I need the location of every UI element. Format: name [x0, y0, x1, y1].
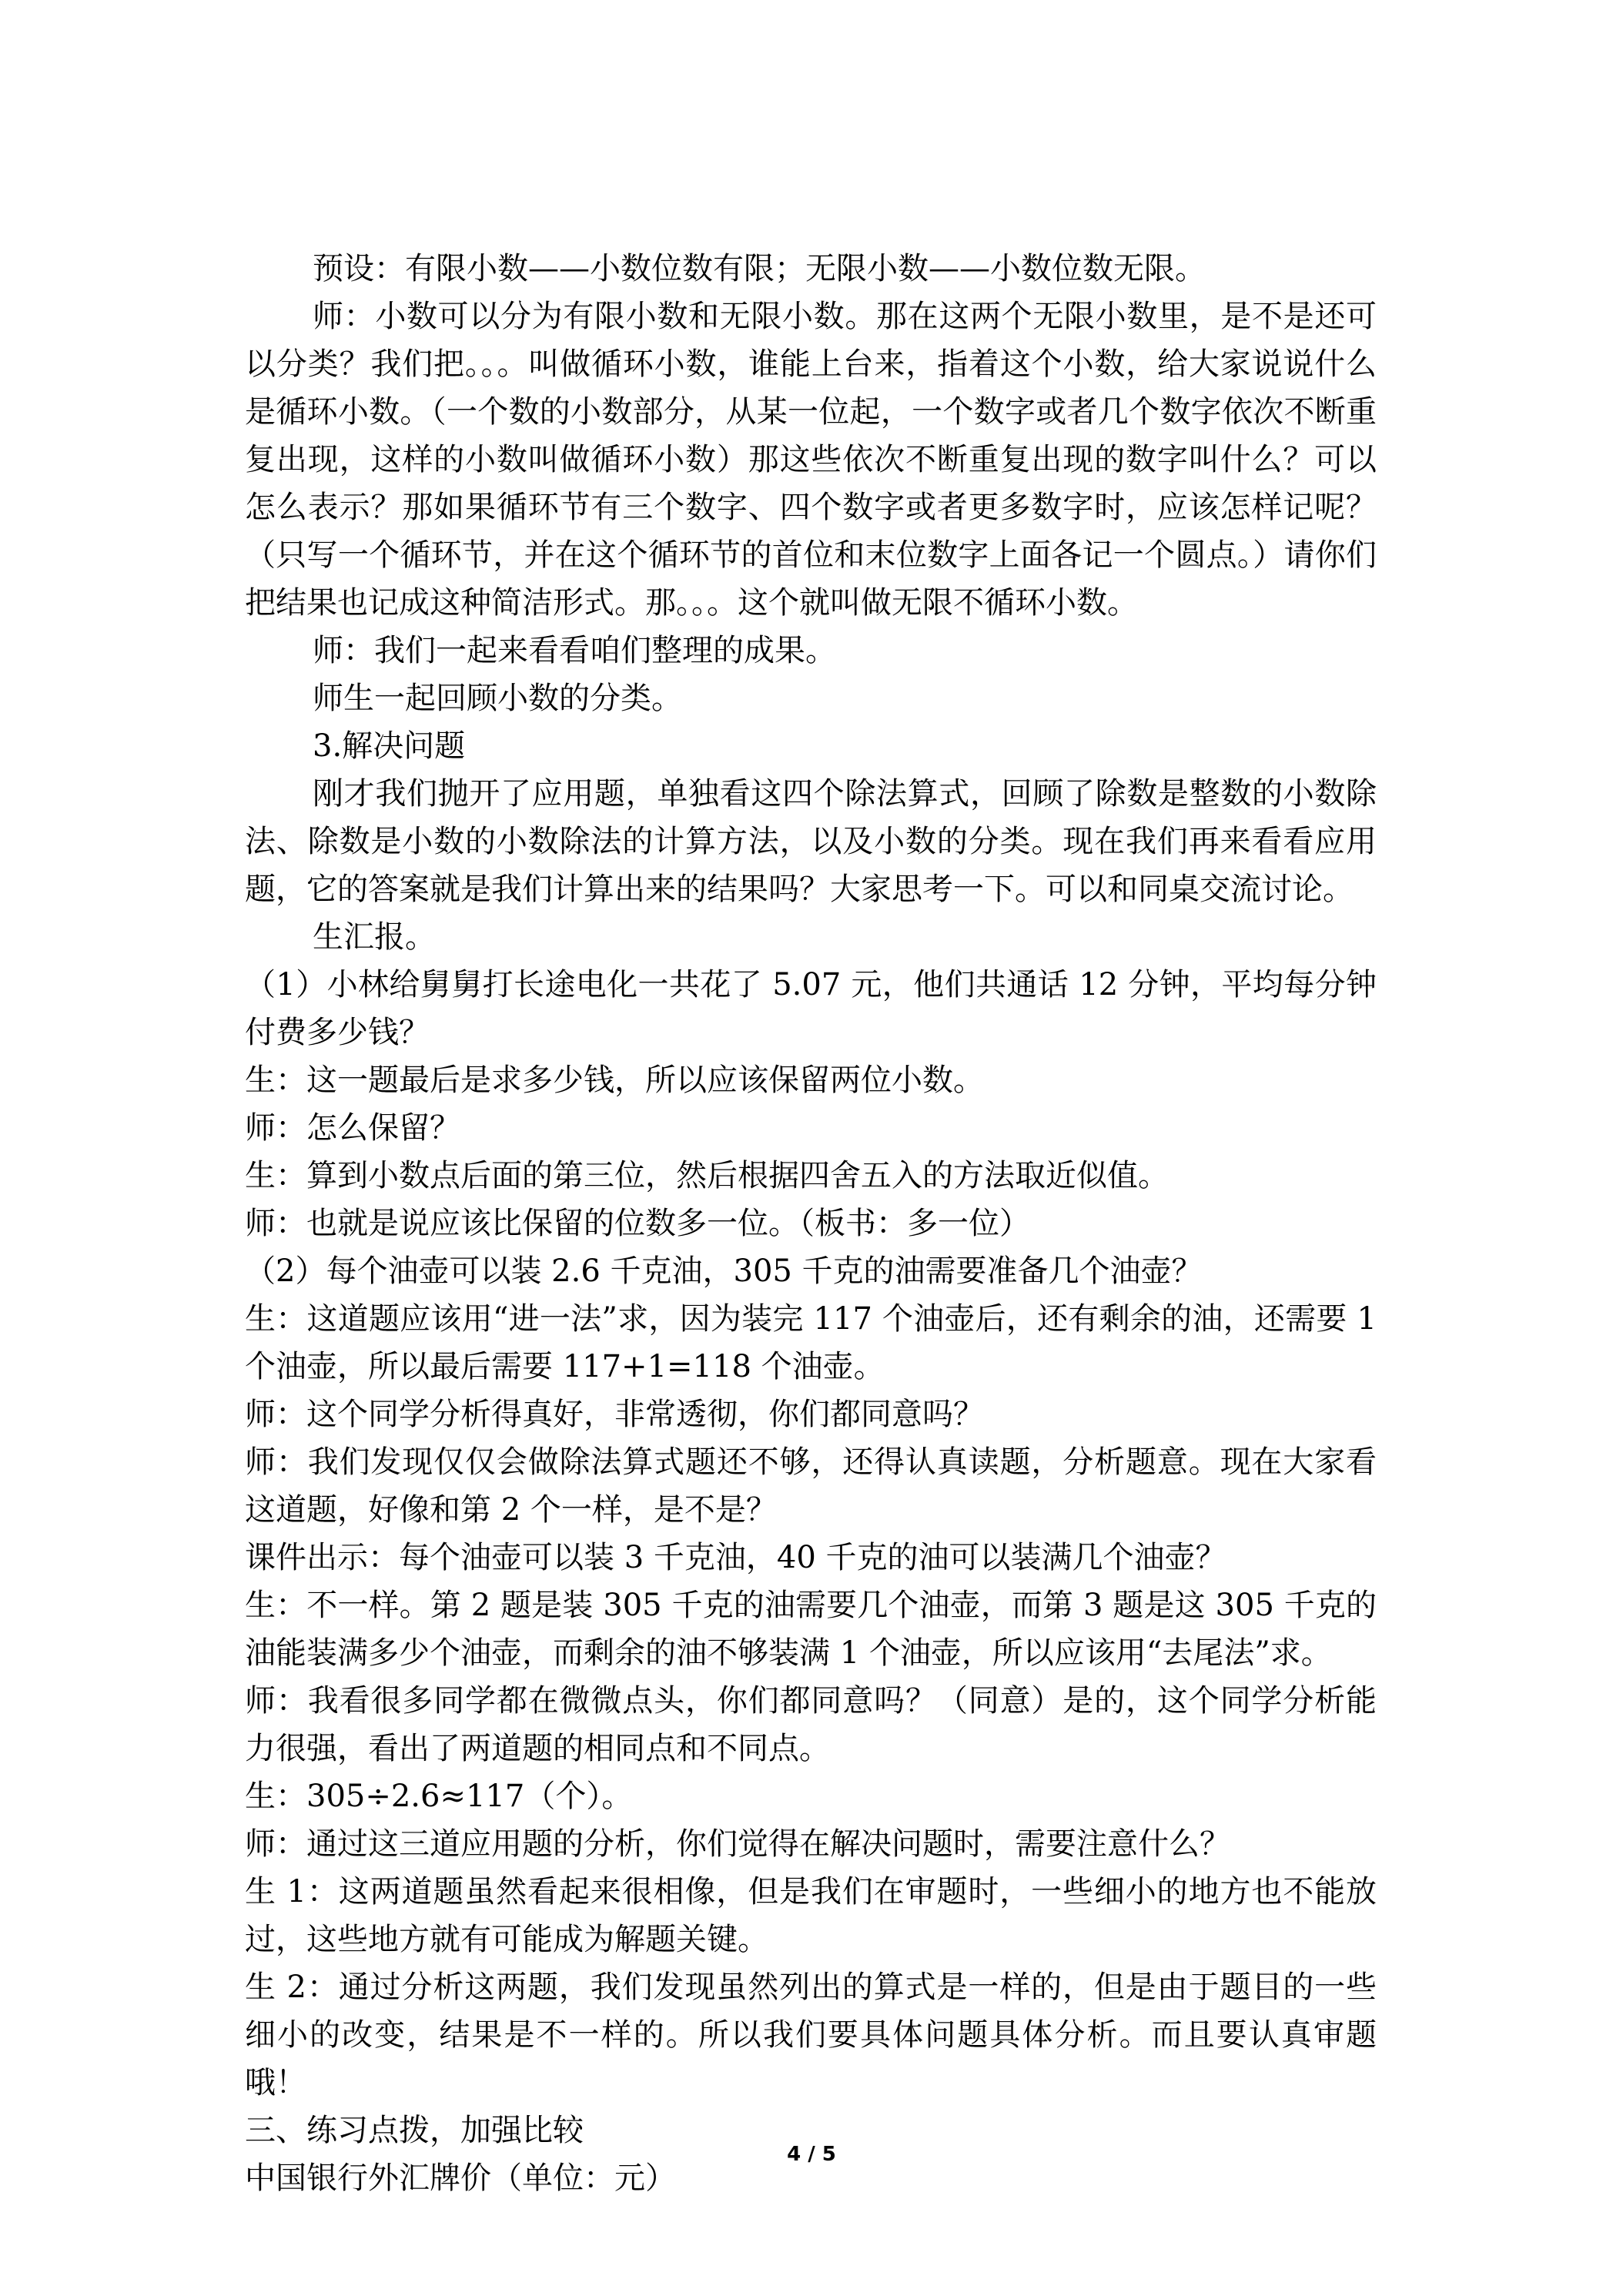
paragraph: 师：我们一起来看看咱们整理的成果。	[313, 633, 836, 668]
paragraph: 生：不一样。第 2 题是装 305 千克的油需要几个油壶，而第 3 题是这 305 千克的油能装满多少个油壶，而剩余的油不够装满 1 个油壶，所以应该用“去尾法”求。	[245, 1588, 1377, 1671]
document-body	[245, 245, 1377, 2202]
paragraph: 生 1：这两道题虽然看起来很相像，但是我们在审题时，一些细小的地方也不能放过，这些地方就有可能成为解题关键。	[245, 1874, 1377, 1957]
paragraph: 师：小数可以分为有限小数和无限小数。那在这两个无限小数里，是不是还可以分类？我们把。。。叫做循环小数，谁能上台来，指着这个小数，给大家说说什么是循环小数。（一个数的小数部分，从某一位起，一个数字或者几个数字依次不断重复出现，这样的小数叫做循环小数）那这些依次不断重复出现的数字叫什么？可以怎么表示？那如果循环节有三个数字、四个数字或者更多数字时，应该怎样记呢？（只写一个循环节，并在这个循环节的首位和末位数字上面各记一个圆点。）请你们把结果也记成这种简洁形式。那。。。这个就叫做无限不循环小数。	[245, 299, 1377, 621]
paragraph: 师：也就是说应该比保留的位数多一位。（板书：多一位）	[245, 1206, 1030, 1241]
paragraph: 师生一起回顾小数的分类。	[313, 681, 682, 716]
paragraph: 中国银行外汇牌价（单位：元）	[245, 2160, 676, 2196]
paragraph: 三、练习点拨，加强比较	[245, 2113, 584, 2148]
page-number: 4 / 5	[787, 2143, 836, 2166]
paragraph: 刚才我们抛开了应用题，单独看这四个除法算式，回顾了除数是整数的小数除法、除数是小数的小数除法的计算方法，以及小数的分类。现在我们再来看看应用题，它的答案就是我们计算出来的结果吗？大家思考一下。可以和同桌交流讨论。	[245, 776, 1377, 907]
paragraph: 生：305÷2.6≈117（个）。	[245, 1779, 633, 1814]
paragraph: 师：通过这三道应用题的分析，你们觉得在解决问题时，需要注意什么？	[245, 1826, 1230, 1862]
paragraph: 生：算到小数点后面的第三位，然后根据四舍五入的方法取近似值。	[245, 1158, 1169, 1193]
paragraph: （2）每个油壶可以装 2.6 千克油，305 千克的油需要准备几个油壶？	[245, 1253, 1203, 1289]
paragraph: 生 2：通过分析这两题，我们发现虽然列出的算式是一样的，但是由于题目的一些细小的改变，结果是不一样的。所以我们要具体问题具体分析。而且要认真审题哦！	[245, 1970, 1377, 2100]
paragraph: 师：怎么保留？	[245, 1110, 460, 1146]
paragraph: 师：我看很多同学都在微微点头，你们都同意吗？（同意）是的，这个同学分析能力很强，看出了两道题的相同点和不同点。	[245, 1683, 1377, 1766]
paragraph: 课件出示：每个油壶可以装 3 千克油，40 千克的油可以装满几个油壶？	[245, 1540, 1226, 1575]
paragraph: 师：这个同学分析得真好，非常透彻，你们都同意吗？	[245, 1397, 984, 1432]
paragraph: 师：我们发现仅仅会做除法算式题还不够，还得认真读题，分析题意。现在大家看这道题，好像和第 2 个一样，是不是？	[245, 1444, 1377, 1528]
paragraph: 生汇报。	[313, 919, 436, 955]
paragraph: 生：这道题应该用“进一法”求，因为装完 117 个油壶后，还有剩余的油，还需要 1 个油壶，所以最后需要 117+1=118 个油壶。	[245, 1301, 1377, 1384]
paragraph: （1）小林给舅舅打长途电化一共花了 5.07 元，他们共通话 12 分钟，平均每分钟付费多少钱？	[245, 967, 1377, 1050]
paragraph: 生：这一题最后是求多少钱，所以应该保留两位小数。	[245, 1063, 984, 1098]
paragraph: 预设：有限小数——小数位数有限；无限小数——小数位数无限。	[313, 251, 1206, 286]
paragraph: 3.解决问题	[313, 728, 466, 764]
